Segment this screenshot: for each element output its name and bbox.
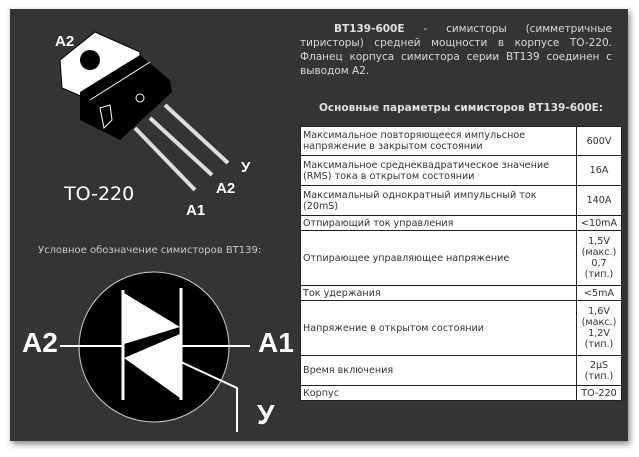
param-name: Напряжение в открытом состоянии: [301, 301, 577, 356]
package-name: TO-220: [64, 183, 135, 205]
param-value: 1,5V (макс.) 0,7 (тип.): [577, 231, 622, 286]
param-value: 600V: [577, 127, 622, 156]
symbol-a1-label: A1: [258, 327, 294, 358]
param-name: Отпирающий ток управления: [301, 216, 577, 231]
param-value: 16A: [577, 156, 622, 186]
pin-a2-label: A2: [216, 180, 236, 197]
triac-symbol: [60, 272, 250, 432]
table-row: [301, 231, 622, 286]
table-row: [301, 216, 622, 231]
param-value: <10mA: [577, 216, 622, 231]
param-value: <5mA: [577, 286, 622, 301]
param-name: Корпус: [301, 386, 577, 401]
part-number: BT139-600E: [334, 23, 405, 35]
param-value: 2µS (тип.): [577, 356, 622, 386]
table-row: [301, 286, 622, 301]
params-table: [300, 126, 622, 401]
params-title: Основные параметры симисторов BT139-600E:: [319, 102, 603, 114]
param-name: Максимальное среднеквадратическое значение (RMS) тока в открытом состоянии: [301, 156, 577, 186]
tab-label: A2: [55, 33, 75, 50]
to220-package-image: [60, 32, 228, 190]
param-name: Время включения: [301, 356, 577, 386]
table-row: [301, 127, 622, 156]
illustrations: [0, 0, 300, 440]
table-row: [301, 356, 622, 386]
table-row: [301, 186, 622, 216]
symbol-gate-label: У: [257, 399, 275, 430]
symbol-caption: Условное обозначение симисторов BT139:: [38, 245, 262, 256]
param-value: 1,6V (макс.) 1,2V (тип.): [577, 301, 622, 356]
pin-a1-label: A1: [186, 202, 206, 219]
param-name: Максимальное повторяющееся импульсное напряжение в закрытом состоянии: [301, 127, 577, 156]
param-value: TO-220: [577, 386, 622, 401]
symbol-a2-label: A2: [22, 327, 58, 358]
intro-description: - симисторы (симметричные тиристоры) средней мощности в корпусе TO-220. Фланец корпуса симистора серии BT139 соединен с выводом A2.: [300, 23, 612, 77]
table-row: [301, 156, 622, 186]
param-name: Отпирающее управляющее напряжение: [301, 231, 577, 286]
table-row: [301, 301, 622, 356]
table-row: [301, 386, 622, 401]
param-value: 140A: [577, 186, 622, 216]
param-name: Максимальный однократный импульсный ток (20mS): [301, 186, 577, 216]
pin-gate-label: У: [241, 159, 251, 176]
param-name: Ток удержания: [301, 286, 577, 301]
intro-text: [300, 22, 612, 78]
